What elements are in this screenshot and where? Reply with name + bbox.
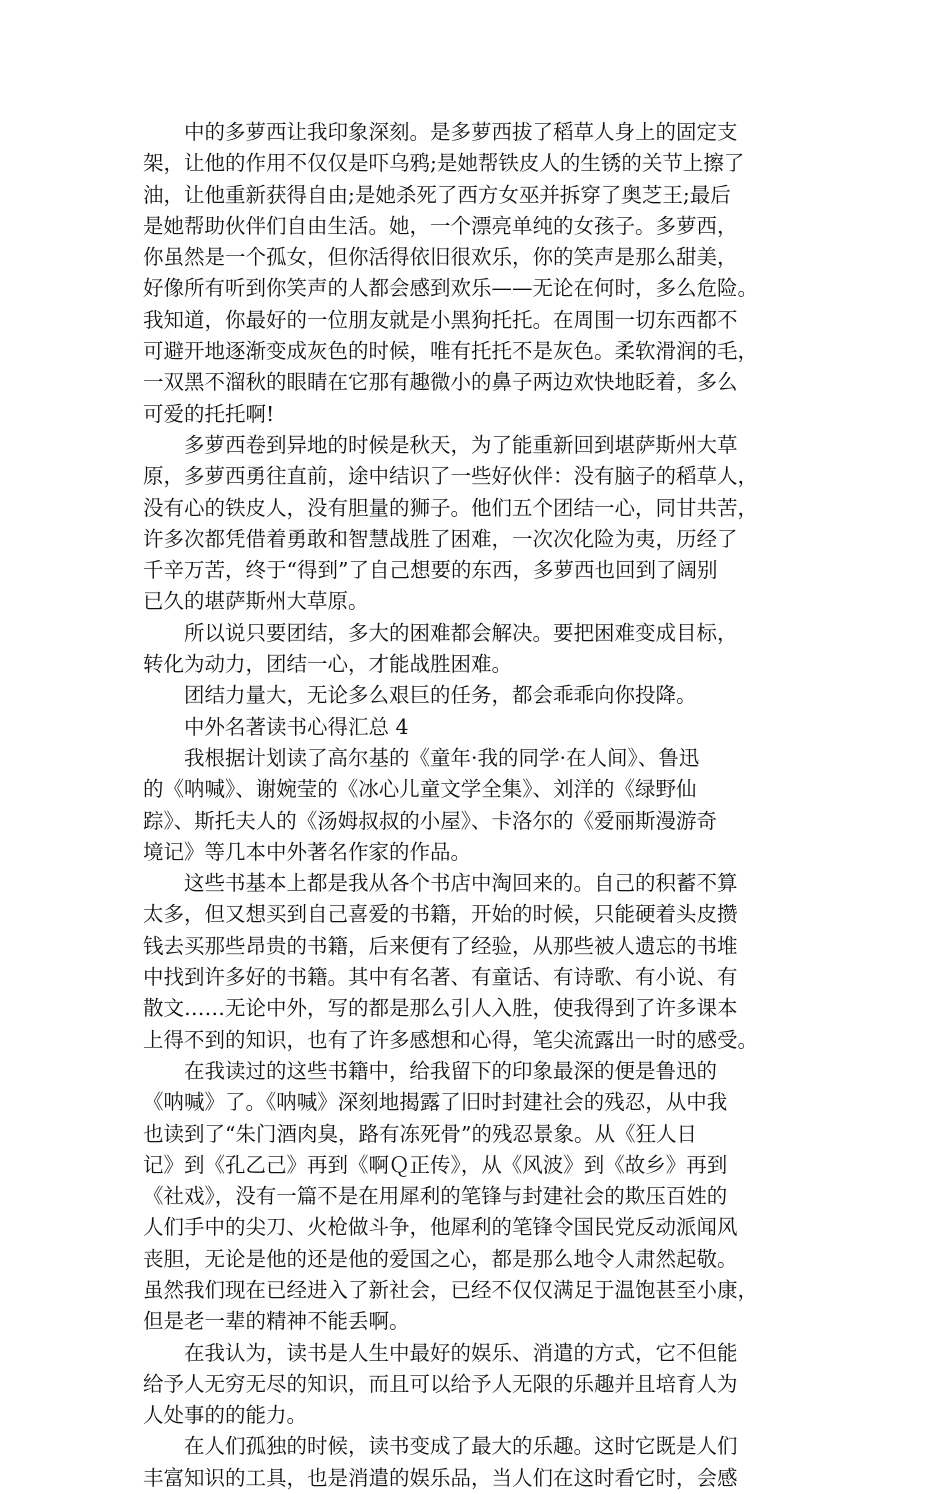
text-line: 《社戏》，没有一篇不是在用犀利的笔锋与封建社会的欺压百姓的	[143, 1184, 728, 1209]
document-body	[143, 117, 828, 1494]
text-line: 但是老一辈的精神不能丢啊。	[143, 1309, 410, 1334]
text-line: 散文……无论中外，写的都是那么引人入胜，使我得到了许多课本	[143, 996, 738, 1021]
paragraph-book-sources	[143, 868, 828, 1056]
text-line: 已久的堪萨斯州大草原。	[143, 589, 369, 614]
text-line: 在人们孤独的时候，读书变成了最大的乐趣。这时它既是人们	[184, 1434, 738, 1459]
text-line: 所以说只要团结，多大的困难都会解决。要把困难变成目标，	[184, 620, 738, 645]
paragraph-unity	[143, 618, 828, 681]
paragraph-reading-list	[143, 743, 828, 868]
text-line: 没有心的铁皮人，没有胆量的狮子。他们五个团结一心，同甘共苦，	[143, 495, 758, 520]
text-line: 可避开地逐渐变成灰色的时候，唯有托托不是灰色。柔软滑润的毛，	[143, 339, 758, 364]
paragraph-reading-lonely	[143, 1431, 828, 1494]
text-line: 油，让他重新获得自由;是她杀死了西方女巫并拆穿了奥芝王;最后	[143, 182, 731, 207]
text-line: 原，多萝西勇往直前，途中结识了一些好伙伴：没有脑子的稻草人，	[143, 464, 758, 489]
text-line: 许多次都凭借着勇敢和智慧战胜了困难，一次次化险为夷，历经了	[143, 526, 738, 551]
text-line: 记》到《孔乙己》再到《啊Ｑ正传》，从《风波》到《故乡》再到	[143, 1152, 728, 1177]
paragraph-lu-xun	[143, 1056, 828, 1338]
text-line: 是她帮助伙伴们自由生活。她，一个漂亮单纯的女孩子。多萝西，	[143, 213, 738, 238]
text-line: 上得不到的知识，也有了许多感想和心得，笔尖流露出一时的感受。	[143, 1027, 758, 1052]
paragraph-oz-dorothy-impression	[143, 117, 828, 430]
text-line: 一双黑不溜秋的眼睛在它那有趣微小的鼻子两边欢快地眨着，多么	[143, 370, 738, 395]
text-line: 人们手中的尖刀、火枪做斗争，他犀利的笔锋令国民党反动派闻风	[143, 1215, 738, 1240]
text-line: 给予人无穷无尽的知识，而且可以给予人无限的乐趣并且培育人为	[143, 1371, 738, 1396]
text-line: 也读到了“朱门酒肉臭，路有冻死骨”的残忍景象。从《狂人日	[143, 1121, 697, 1146]
text-line: 你虽然是一个孤女，但你活得依旧很欢乐，你的笑声是那么甜美，	[143, 245, 738, 270]
text-line: 踪》、斯托夫人的《汤姆叔叔的小屋》、卡洛尔的《爱丽斯漫游奇	[143, 808, 717, 833]
paragraph-oz-journey	[143, 430, 828, 618]
text-line: 的《呐喊》、谢婉莹的《冰心儿童文学全集》、刘洋的《绿野仙	[143, 777, 697, 802]
paragraph-reading-joy	[143, 1338, 828, 1432]
text-line: 团结力量大，无论多么艰巨的任务，都会乖乖向你投降。	[184, 683, 697, 708]
text-line: 这些书基本上都是我从各个书店中淘回来的。自己的积蓄不算	[184, 871, 738, 896]
paragraph-unity-strength	[143, 680, 828, 711]
text-line: 我知道，你最好的一位朋友就是小黑狗托托。在周围一切东西都不	[143, 307, 738, 332]
text-line: 《呐喊》了。《呐喊》深刻地揭露了旧时封建社会的残忍，从中我	[143, 1090, 728, 1115]
text-line: 多萝西卷到异地的时候是秋天，为了能重新回到堪萨斯州大草	[184, 432, 738, 457]
text-line: 在我读过的这些书籍中，给我留下的印象最深的便是鲁迅的	[184, 1058, 717, 1083]
section-title: 中外名著读书心得汇总 4	[184, 714, 409, 739]
text-line: 人处事的的能力。	[143, 1403, 307, 1428]
text-line: 中的多萝西让我印象深刻。是多萝西拔了稻草人身上的固定支	[184, 120, 738, 144]
text-line: 架，让他的作用不仅仅是吓乌鸦;是她帮铁皮人的生锈的关节上擦了	[143, 151, 745, 176]
text-line: 丰富知识的工具，也是消遣的娱乐品，当人们在这时看它时，会感	[143, 1465, 738, 1490]
text-line: 中找到许多好的书籍。其中有名著、有童话、有诗歌、有小说、有	[143, 965, 738, 990]
text-line: 钱去买那些昂贵的书籍，后来便有了经验，从那些被人遗忘的书堆	[143, 933, 738, 958]
text-line: 虽然我们现在已经进入了新社会，已经不仅仅满足于温饱甚至小康，	[143, 1277, 758, 1302]
text-line: 千辛万苦，终于“得到”了自己想要的东西，多萝西也回到了阔别	[143, 558, 718, 583]
text-line: 在我认为，读书是人生中最好的娱乐、消遣的方式，它不但能	[184, 1340, 738, 1365]
section-heading	[143, 712, 828, 743]
text-line: 转化为动力，团结一心，才能战胜困难。	[143, 652, 512, 677]
text-line: 我根据计划读了高尔基的《童年·我的同学·在人间》、鲁迅	[184, 745, 700, 770]
text-line: 可爱的托托啊!	[143, 401, 275, 426]
text-line: 境记》等几本中外著名作家的作品。	[143, 839, 471, 864]
text-line: 太多，但又想买到自己喜爱的书籍，开始的时候，只能硬着头皮攒	[143, 902, 738, 927]
text-line: 丧胆，无论是他的还是他的爱国之心，都是那么地令人肃然起敬。	[143, 1246, 738, 1271]
text-line: 好像所有听到你笑声的人都会感到欢乐——无论在何时，多么危险。	[143, 276, 758, 301]
